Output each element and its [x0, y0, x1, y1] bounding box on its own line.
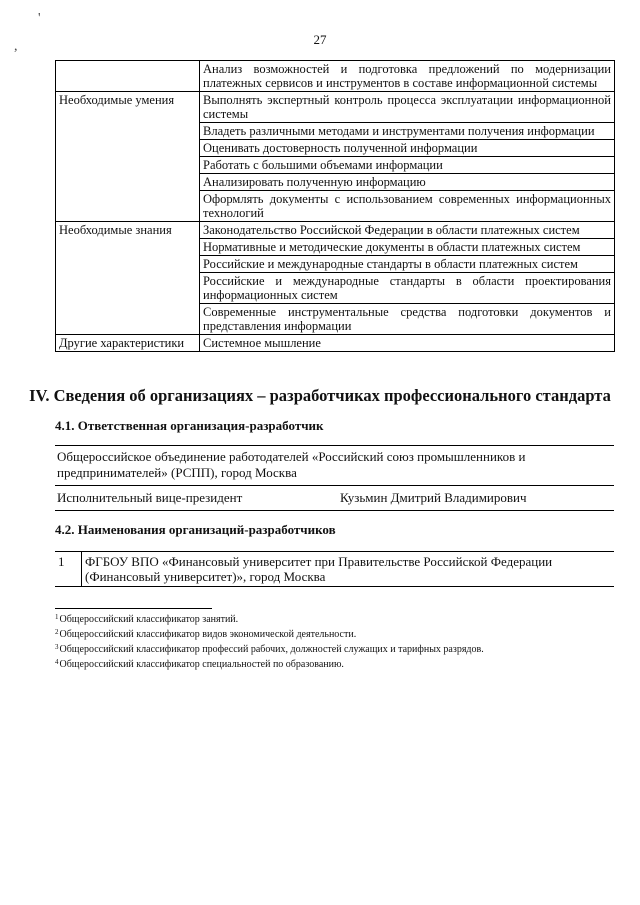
- row-description: Российские и международные стандарты в области платежных систем: [200, 256, 615, 273]
- row-description: Оценивать достоверность полученной информации: [200, 140, 615, 157]
- row-description: Системное мышление: [200, 335, 615, 352]
- footnote: [55, 611, 484, 626]
- row-description: Владеть различными методами и инструментами получения информации: [200, 123, 615, 140]
- signatory-name: Кузьмин Дмитрий Владимирович: [340, 490, 527, 505]
- footnote-marker: 3: [55, 643, 59, 651]
- row-description: Современные инструментальные средства подготовки документов и представления информации: [200, 304, 615, 335]
- page-number: 27: [313, 32, 327, 47]
- footnote-text: Общероссийский классификатор специальностей по образованию.: [59, 659, 344, 670]
- footnote-marker: 1: [55, 613, 59, 621]
- developers-heading: 4.2. Наименования организаций-разработчиков: [55, 522, 336, 537]
- footnote-divider: [55, 608, 212, 609]
- footnote: [55, 626, 484, 641]
- section-title: IV. Сведения об организациях – разработчиках профессионального стандарта: [29, 386, 611, 405]
- row-description: Анализировать полученную информацию: [200, 174, 615, 191]
- row-description: Анализ возможностей и подготовка предложений по модернизации платежных сервисов и инструментов в составе информационной системы: [200, 61, 615, 92]
- footnote: [55, 656, 484, 671]
- row-description: Нормативные и методические документы в области платежных систем: [200, 239, 615, 256]
- footnote-text: Общероссийский классификатор занятий.: [59, 614, 239, 625]
- row-description: Оформлять документы с использованием современных информационных технологий: [200, 191, 615, 222]
- row-label-knowledge: Необходимые знания: [56, 222, 200, 335]
- footnote-text: Общероссийский классификатор видов экономической деятельности.: [59, 629, 357, 640]
- row-description: Законодательство Российской Федерации в области платежных систем: [200, 222, 615, 239]
- table-row: [55, 552, 614, 587]
- developers-table: [55, 551, 614, 587]
- scan-mark: ': [38, 11, 41, 26]
- signature-row: [55, 486, 614, 510]
- footnotes: [55, 611, 484, 671]
- row-description: Российские и международные стандарты в области проектирования информационных систем: [200, 273, 615, 304]
- row-description: Выполнять экспертный контроль процесса эксплуатации информационной системы: [200, 92, 615, 123]
- row-label: [56, 61, 200, 92]
- table-row: [56, 61, 615, 92]
- table-row: [56, 92, 615, 123]
- footnote-text: Общероссийский классификатор профессий рабочих, должностей служащих и тарифных разрядов.: [59, 644, 484, 655]
- responsible-org-name: Общероссийское объединение работодателей «Российский союз промышленников и предпринимателей» (РСПП), город Москва: [55, 446, 614, 486]
- row-description: Работать с большими объемами информации: [200, 157, 615, 174]
- table-row: [56, 222, 615, 239]
- responsible-org-box: [55, 445, 614, 511]
- signatory-position: Исполнительный вице-президент: [57, 490, 243, 505]
- footnote: [55, 641, 484, 656]
- scan-mark: ,: [14, 39, 18, 54]
- row-label-skills: Необходимые умения: [56, 92, 200, 222]
- responsible-org-heading: 4.1. Ответственная организация-разработчик: [55, 418, 324, 433]
- table-row: [56, 335, 615, 352]
- row-label-other: Другие характеристики: [56, 335, 200, 352]
- footnote-marker: 4: [55, 658, 59, 666]
- developer-number: 1: [55, 552, 82, 587]
- developer-name: ФГБОУ ВПО «Финансовый университет при Правительстве Российской Федерации (Финансовый университет)», город Москва: [82, 552, 615, 587]
- footnote-marker: 2: [55, 628, 59, 636]
- competency-table: [55, 60, 615, 352]
